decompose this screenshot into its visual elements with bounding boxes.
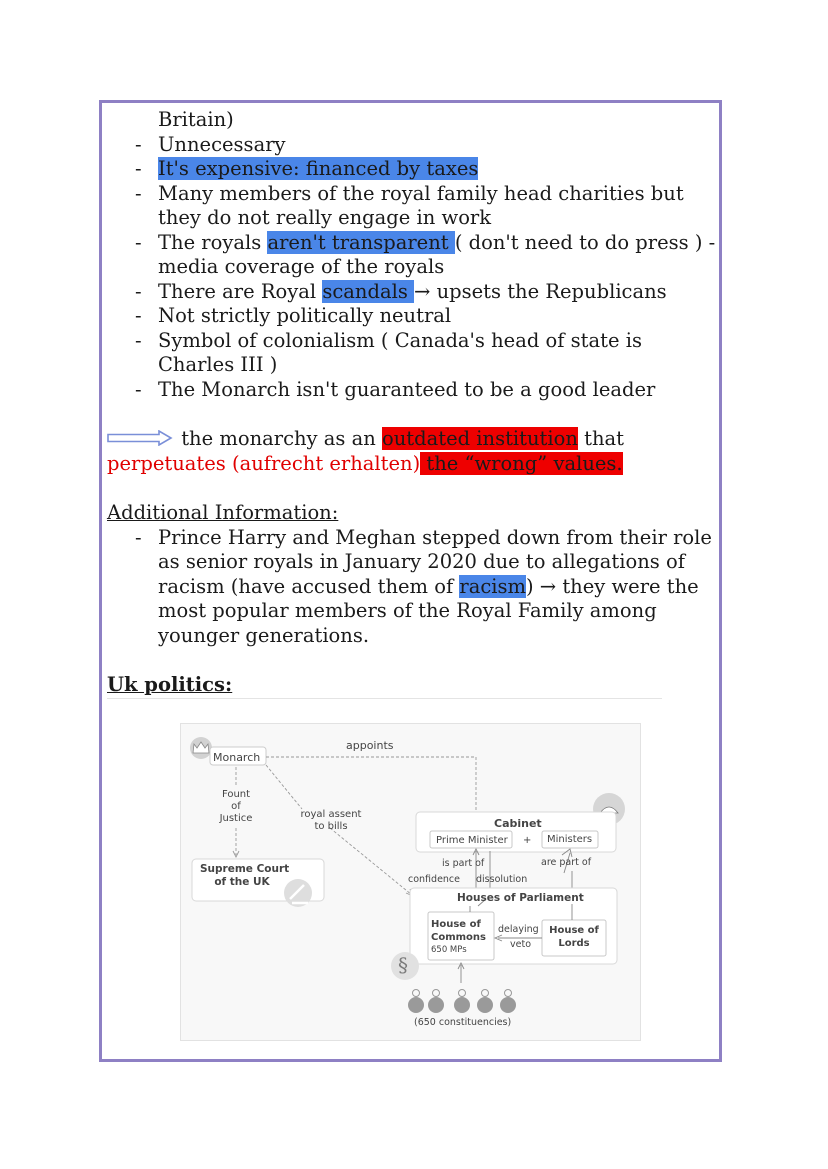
double-arrow-icon xyxy=(107,430,173,446)
plus-label: + xyxy=(523,835,532,846)
notes-content xyxy=(107,108,717,699)
highlight-red: outdated institution xyxy=(381,427,578,450)
constituencies-label: (650 constituencies) xyxy=(414,1017,512,1028)
houses-of-parliament-label: Houses of Parliament xyxy=(457,892,584,904)
list-item: - The Monarch isn't guaranteed to be a good leader xyxy=(135,377,656,401)
are-part-of-label: are part of xyxy=(541,857,592,868)
confidence-label: confidence xyxy=(408,874,461,885)
uk-politics-diagram xyxy=(180,723,641,1041)
conclusion: the monarchy as an outdated institution that perpetuates (aufrecht erhalten) the “wrong” values. xyxy=(107,427,624,475)
delaying-label: delaying xyxy=(498,924,539,935)
list-item: - It's expensive: financed by taxes xyxy=(135,157,479,180)
highlight-blue: It's expensive: financed by taxes xyxy=(158,157,479,180)
house-of-commons-label: House of Commons 650 MPs xyxy=(431,919,486,955)
ministers-label: Ministers xyxy=(547,834,593,845)
highlight-blue: aren't transparent xyxy=(267,230,455,254)
supreme-court-label: Supreme Court of the UK xyxy=(200,863,290,888)
dissolution-label: dissolution xyxy=(476,874,528,885)
monarch-label: Monarch xyxy=(213,751,261,764)
house-of-lords-label: House of Lords xyxy=(549,925,599,949)
cabinet-label: Cabinet xyxy=(494,817,542,830)
additional-list xyxy=(107,526,717,649)
highlight-blue: racism xyxy=(459,574,526,598)
crown-icon xyxy=(190,737,212,759)
list-item: - Unnecessary xyxy=(135,132,286,156)
section-icon: § xyxy=(398,953,408,977)
prime-minister-label: Prime Minister xyxy=(436,835,508,846)
red-text: perpetuates (aufrecht erhalten) xyxy=(107,451,421,475)
list-item: - Not strictly politically neutral xyxy=(135,304,452,327)
fount-label: Fount of Justice xyxy=(219,789,253,824)
list-item: - Many members of the royal family head charities but they do not really engage in work xyxy=(135,181,684,229)
list-item: - There are Royal scandals → upsets the Republicans xyxy=(135,279,667,303)
additional-heading: Additional Information: xyxy=(107,501,339,524)
list-item: - Symbol of colonialism ( Canada's head of state is Charles III ) xyxy=(135,328,642,376)
royal-assent-label: royal assent to bills xyxy=(300,809,362,832)
appoints-label: appoints xyxy=(346,739,394,752)
veto-label: veto xyxy=(510,939,532,950)
highlight-red: the “wrong” values. xyxy=(420,451,623,475)
highlight-blue: scandals xyxy=(322,279,415,303)
argument-list xyxy=(107,133,717,403)
uk-politics-heading: Uk politics: xyxy=(107,673,662,699)
list-item: - Prince Harry and Meghan stepped down from their role as senior royals in January 2020 due to allegations of racism (have accused them of racism) → they were the most popular members of the Royal Family among younger generations. xyxy=(135,525,712,647)
continuation-line: Britain) xyxy=(158,108,234,131)
list-item: - The royals aren't transparent ( don't need to do press ) - media coverage of the royals xyxy=(135,230,716,278)
is-part-of-label: is part of xyxy=(442,858,485,869)
